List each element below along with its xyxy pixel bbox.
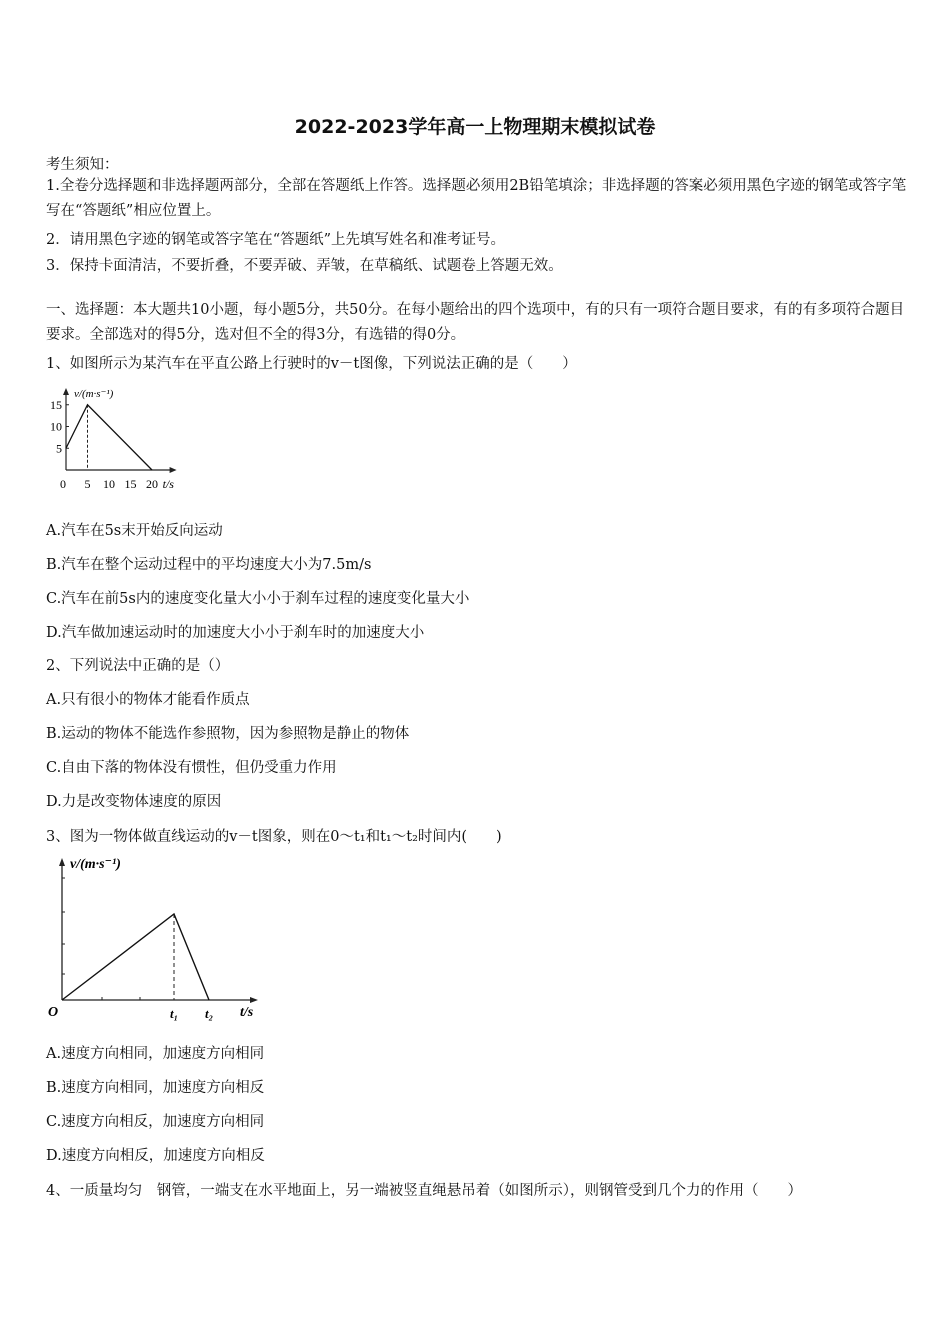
x-tick-label: 20 bbox=[146, 477, 158, 491]
y-tick-label: 15 bbox=[50, 397, 62, 412]
chart1-group bbox=[50, 388, 177, 491]
origin-label: O bbox=[48, 1005, 59, 1020]
y-tick-label: 5 bbox=[56, 441, 62, 456]
q1-option-d: D.汽车做加速运动时的加速度大小小于刹车时的加速度大小 bbox=[46, 625, 425, 641]
q2-option-a: A.只有很小的物体才能看作质点 bbox=[46, 692, 250, 708]
x-tick-label: 0 bbox=[60, 477, 66, 491]
y-axis-label: v/(m·s⁻¹) bbox=[74, 388, 114, 400]
q2-option-b: B.运动的物体不能选作参照物，因为参照物是静止的物体 bbox=[46, 726, 410, 742]
notice-item-3: 3．保持卡面清洁，不要折叠，不要弄破、弄皱，在草稿纸、试题卷上答题无效。 bbox=[46, 258, 563, 274]
x-tick-label: 10 bbox=[103, 477, 115, 491]
y-axis-arrow bbox=[59, 858, 65, 866]
q2-option-d: D.力是改变物体速度的原因 bbox=[46, 794, 222, 810]
exam-title: 2022-2023学年高一上物理期末模拟试卷 bbox=[294, 116, 656, 138]
series-line bbox=[66, 405, 152, 470]
x-tick-label: 5 bbox=[84, 477, 91, 491]
q1-stem: 1、如图所示为某汽车在平直公路上行驶时的v－t图像，下列说法正确的是（ ） bbox=[46, 356, 577, 372]
section-instructions: 一、选择题：本大题共10小题，每小题5分，共50分。在每小题给出的四个选项中，有的只有一项符合题目要求，有的有多项符合题目要求。全部选对的得5分，选对但不全的得3分，有选错的得0分。 bbox=[46, 302, 905, 343]
q3-stem: 3、图为一物体做直线运动的v－t图象，则在0～t₁和t₁～t₂时间内( ) bbox=[46, 829, 502, 845]
chart2-group bbox=[48, 857, 258, 1021]
q4-stem: 4、一质量均匀 钢管，一端支在水平地面上，另一端被竖直绳悬吊着（如图所示），则钢管受到几个力的作用（ ） bbox=[46, 1183, 802, 1199]
x-tick-label: t₁ bbox=[170, 1006, 179, 1021]
x-tick-label: t₂ bbox=[205, 1006, 214, 1021]
notice-item-2: 2．请用黑色字迹的钢笔或答字笔在“答题纸”上先填写姓名和准考证号。 bbox=[46, 232, 506, 248]
q3-option-c: C.速度方向相反，加速度方向相同 bbox=[46, 1114, 265, 1130]
x-axis-label: t/s bbox=[240, 1005, 254, 1020]
x-axis-arrow bbox=[170, 467, 177, 473]
notice-item-1: 1.全卷分选择题和非选择题两部分，全部在答题纸上作答。选择题必须用2B铅笔填涂；非选择题的答案必须用黑色字迹的钢笔或答字笔写在“答题纸”相应位置上。 bbox=[46, 178, 907, 219]
q3-option-d: D.速度方向相反，加速度方向相反 bbox=[46, 1148, 265, 1164]
x-axis-arrow bbox=[250, 997, 258, 1003]
q1-option-a: A.汽车在5s末开始反向运动 bbox=[46, 523, 223, 539]
x-axis-label: t/s bbox=[162, 477, 174, 491]
series-line bbox=[62, 914, 209, 1000]
q3-option-b: B.速度方向相同，加速度方向相反 bbox=[46, 1080, 265, 1096]
y-axis-arrow bbox=[63, 388, 69, 395]
y-tick-label: 10 bbox=[50, 419, 62, 434]
q2-stem: 2、下列说法中正确的是（） bbox=[46, 658, 230, 674]
q1-option-c: C.汽车在前5s内的速度变化量大小小于刹车过程的速度变化量大小 bbox=[46, 591, 470, 607]
y-axis-label: v/(m·s⁻¹) bbox=[70, 857, 121, 872]
q1-vt-chart bbox=[46, 382, 206, 494]
notice-heading: 考生须知： bbox=[46, 157, 119, 173]
q3-option-a: A.速度方向相同，加速度方向相同 bbox=[46, 1046, 265, 1062]
x-tick-label: 15 bbox=[124, 477, 137, 491]
q3-vt-chart bbox=[44, 850, 269, 1022]
q1-option-b: B.汽车在整个运动过程中的平均速度大小为7.5m/s bbox=[46, 557, 372, 573]
q2-option-c: C.自由下落的物体没有惯性，但仍受重力作用 bbox=[46, 760, 337, 776]
